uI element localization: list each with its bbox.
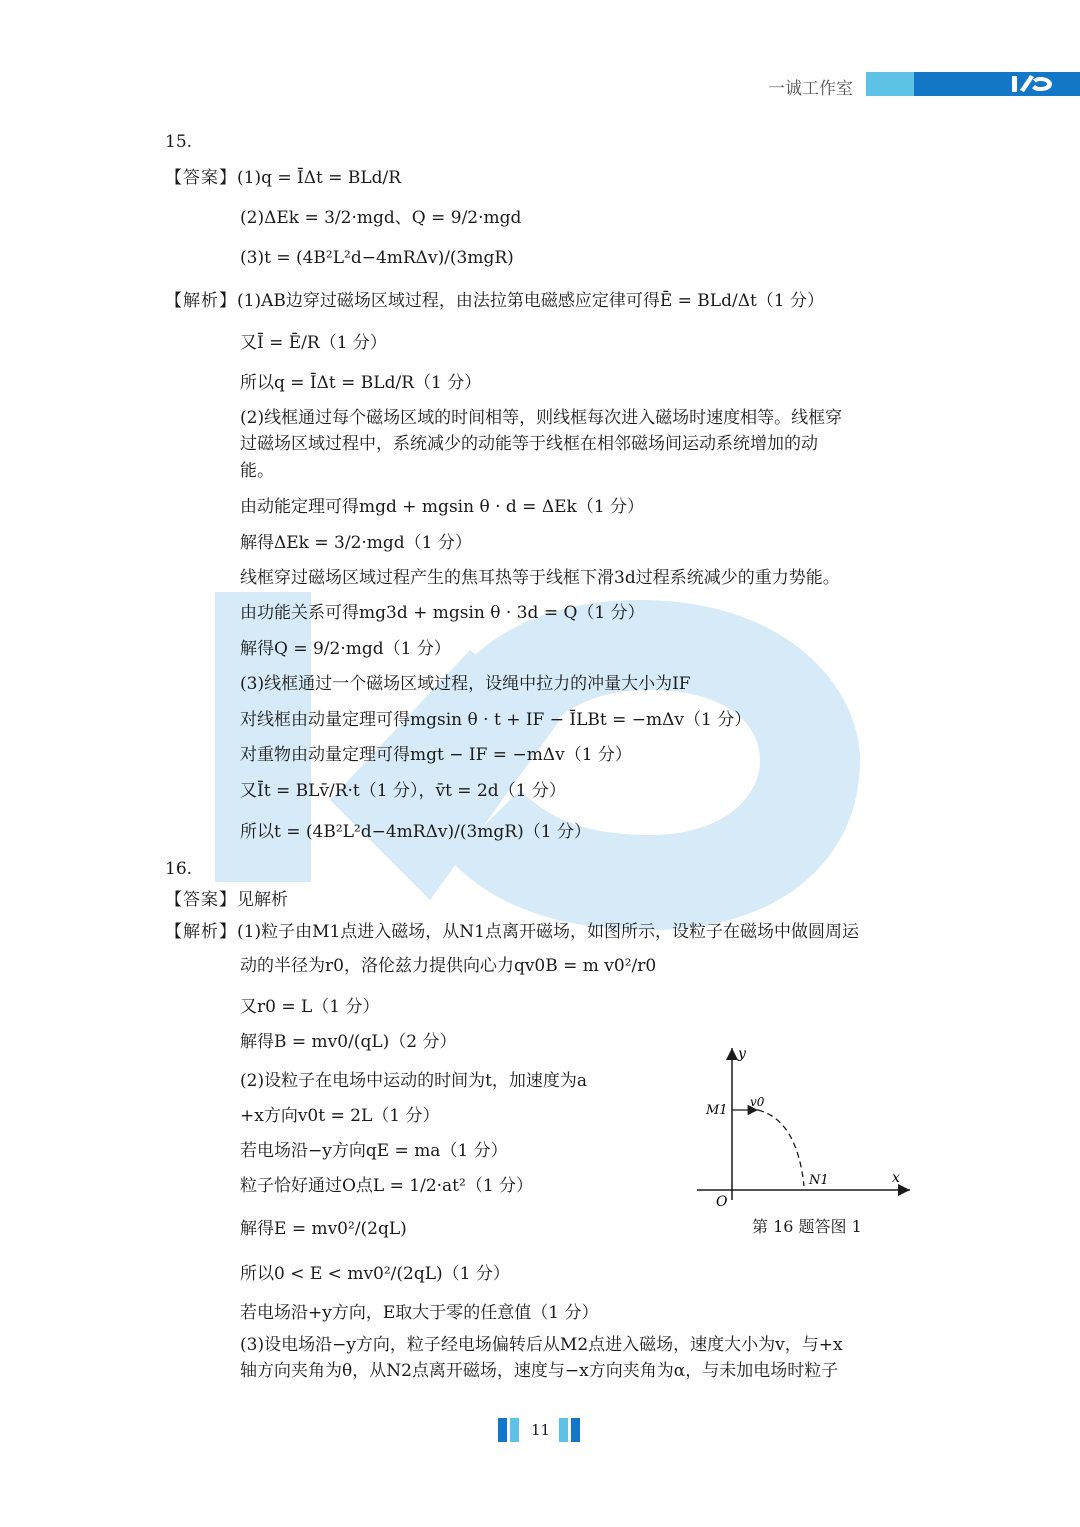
footer-bars-right	[559, 1418, 583, 1446]
q16-figure-diagram	[692, 1040, 917, 1210]
q16-answer-tag: 【答案】	[165, 890, 237, 910]
q16-analysis-11: 若电场沿+y方向，E取大于零的任意值（1 分）	[240, 1303, 599, 1323]
header-studio-name: 一诚工作室	[768, 79, 853, 99]
q16-analysis-4: 解得B = mv0/(qL)（2 分）	[240, 1032, 457, 1052]
q16-answer-line	[165, 888, 288, 912]
q15-analysis-4: (2)线框通过每个磁场区域的时间相等，则线框每次进入磁场时速度相等。线框穿	[240, 408, 843, 428]
q15-analysis-7: 由动能定理可得mgd + mgsin θ · d = ΔEk（1 分）	[240, 497, 645, 517]
q15-answer-line-1	[165, 166, 401, 190]
origin-label: O	[716, 1194, 728, 1210]
q16-analysis-9: 解得E = mv0²/(2qL)	[240, 1219, 407, 1239]
q16-analysis-6: +x方向v0t = 2L（1 分）	[240, 1106, 440, 1126]
q15-analysis-5: 过磁场区域过程中，系统减少的动能等于线框在相邻磁场间运动系统增加的动	[240, 434, 818, 454]
header-bar-light	[866, 72, 914, 96]
q15-analysis-11: 解得Q = 9/2·mgd（1 分）	[240, 639, 451, 659]
q15-analysis-14: 对重物由动量定理可得mgt − IF = −mΔv（1 分）	[240, 745, 632, 765]
q16-analysis-10: 所以0 < E < mv0²/(2qL)（1 分）	[240, 1264, 510, 1284]
q15-analysis-8: 解得ΔEk = 3/2·mgd（1 分）	[240, 533, 472, 553]
q16-figure-caption: 第 16 题答图 1	[752, 1217, 862, 1236]
q15-answer-2: (2)ΔEk = 3/2·mgd、Q = 9/2·mgd	[240, 208, 522, 228]
q16-analysis-7: 若电场沿−y方向qE = ma（1 分）	[240, 1141, 508, 1161]
header-bar-dark	[914, 72, 1080, 96]
q16-analysis-5: (2)设粒子在电场中运动的时间为t，加速度为a	[240, 1071, 588, 1091]
x-axis-label: x	[892, 1170, 900, 1186]
footer-bars-left	[498, 1418, 522, 1446]
q15-analysis-tag: 【解析】	[165, 291, 237, 311]
q15-analysis-6: 能。	[240, 461, 274, 481]
q15-answer-1: (1)q = ĪΔt = BLd/R	[237, 168, 402, 188]
q16-analysis-tag: 【解析】	[165, 922, 237, 942]
q15-analysis-3: 所以q = ĪΔt = BLd/R（1 分）	[240, 373, 482, 393]
q15-analysis-1: (1)AB边穿过磁场区域过程，由法拉第电磁感应定律可得Ē = BLd/Δt（1 分）	[237, 291, 825, 311]
q15-answer-tag: 【答案】	[165, 168, 237, 188]
n1-label: N1	[809, 1173, 829, 1188]
q16-analysis-12: (3)设电场沿−y方向，粒子经电场偏转后从M2点进入磁场，速度大小为v，与+x	[240, 1335, 843, 1355]
q16-analysis-13: 轴方向夹角为θ，从N2点离开磁场，速度与−x方向夹角为α，与未加电场时粒子	[240, 1361, 839, 1381]
v0-label: v0	[750, 1095, 765, 1109]
q15-analysis-16: 所以t = (4B²L²d−4mRΔv)/(3mgR)（1 分）	[240, 822, 591, 842]
q16-answer: 见解析	[237, 890, 288, 910]
q16-analysis-3: 又r0 = L（1 分）	[240, 997, 380, 1017]
q15-analysis-9: 线框穿过磁场区域过程产生的焦耳热等于线框下滑3d过程系统减少的重力势能。	[240, 568, 840, 588]
q15-analysis-13: 对线框由动量定理可得mgsin θ · t + IF − ĪLBt = −mΔv（1 分）	[240, 710, 752, 730]
footer-page-number: 11	[531, 1421, 551, 1439]
q15-analysis-10: 由功能关系可得mg3d + mgsin θ · 3d = Q（1 分）	[240, 603, 645, 623]
q16-analysis-line-1	[165, 920, 859, 944]
question-15-number: 15.	[165, 132, 193, 152]
q16-analysis-2: 动的半径为r0，洛伦兹力提供向心力qv0B = m v0²/r0	[240, 956, 657, 976]
q15-answer-3: (3)t = (4B²L²d−4mRΔv)/(3mgR)	[240, 248, 514, 268]
q15-analysis-2: 又Ī = Ē/R（1 分）	[240, 333, 387, 353]
trajectory-arc	[758, 1110, 804, 1186]
q15-analysis-15: 又Īt = BLv̄/R·t（1 分），v̄t = 2d（1 分）	[240, 781, 566, 801]
brand-logo-icon	[1010, 73, 1054, 95]
q15-analysis-line-1	[165, 289, 824, 313]
y-axis-label: y	[738, 1046, 746, 1062]
question-16-number: 16.	[165, 859, 193, 879]
q16-analysis-8: 粒子恰好通过O点L = 1/2·at²（1 分）	[240, 1176, 534, 1196]
m1-label: M1	[706, 1103, 728, 1118]
q16-analysis-1: (1)粒子由M1点进入磁场，从N1点离开磁场，如图所示，设粒子在磁场中做圆周运	[237, 922, 859, 942]
q15-analysis-12: (3)线框通过一个磁场区域过程，设绳中拉力的冲量大小为IF	[240, 674, 691, 694]
